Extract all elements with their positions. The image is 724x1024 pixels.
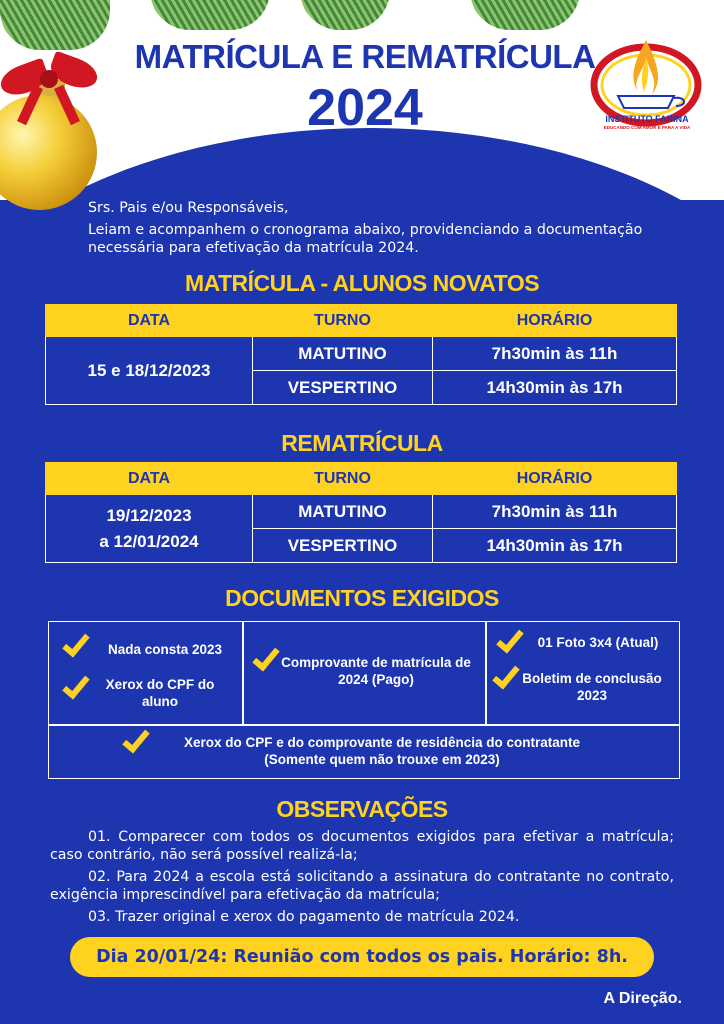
col-header-horario: HORÁRIO [433, 305, 677, 337]
horario-cell: 7h30min às 11h [433, 495, 677, 529]
matricula-table [45, 304, 677, 405]
doc-nada-consta: Nada consta 2023 [107, 642, 223, 657]
documents-box [48, 621, 680, 779]
check-icon [62, 629, 89, 658]
check-icon [252, 643, 279, 672]
date-cell [46, 495, 253, 563]
doc-comprovante: Comprovante de matrícula de 2024 (Pago) [281, 655, 471, 687]
table-row [46, 495, 677, 529]
horario-cell: 14h30min às 17h [433, 371, 677, 405]
divider [49, 724, 679, 726]
observation-item: 02. Para 2024 a escola está solicitando a assinatura do contratante no contrato, exigência imprescindível para efetivação da matrícula; [50, 869, 674, 903]
section-title-observacoes: OBSERVAÇÕES [276, 796, 448, 822]
intro-text [50, 199, 680, 257]
col-header-data: DATA [46, 305, 253, 337]
meeting-banner: Dia 20/01/24: Reunião com todos os pais. Horário: 8h. [70, 937, 654, 977]
turno-cell: MATUTINO [253, 337, 433, 371]
turno-cell: MATUTINO [253, 495, 433, 529]
section-title-matricula: MATRÍCULA - ALUNOS NOVATOS [184, 270, 540, 296]
divider [485, 622, 487, 724]
page-title: MATRÍCULA E REMATRÍCULA [134, 38, 596, 75]
logo-name: INSTITUTO FARINA [605, 114, 689, 124]
section-title-documentos: DOCUMENTOS EXIGIDOS [225, 585, 499, 611]
rematricula-table [45, 462, 677, 563]
col-header-horario: HORÁRIO [433, 463, 677, 495]
observation-item: 01. Comparecer com todos os documentos exigidos para efetivar a matrícula; caso contrário, não será possível realizá-la; [50, 829, 674, 863]
observations-list [50, 828, 674, 930]
ribbon-knot [40, 70, 58, 88]
doc-line: (Somente quem não trouxe em 2023) [264, 752, 500, 767]
col-header-turno: TURNO [253, 305, 433, 337]
check-icon [496, 625, 523, 654]
col-header-data: DATA [46, 463, 253, 495]
date-cell: 15 e 18/12/2023 [46, 337, 253, 405]
doc-boletim: Boletim de conclusão 2023 [522, 671, 662, 703]
date-line: a 12/01/2024 [99, 531, 199, 551]
date-line: 19/12/2023 [106, 505, 192, 525]
doc-cpf-aluno: Xerox do CPF do aluno [105, 677, 215, 709]
col-header-turno: TURNO [253, 463, 433, 495]
turno-cell: VESPERTINO [253, 529, 433, 563]
section-title-rematricula: REMATRÍCULA [281, 430, 443, 456]
table-row [46, 337, 677, 371]
page-title-year: 2024 [307, 79, 423, 137]
check-icon [492, 661, 519, 690]
check-icon [122, 725, 149, 754]
observation-item: 03. Trazer original e xerox do pagamento de matrícula 2024. [88, 909, 520, 925]
horario-cell: 14h30min às 17h [433, 529, 677, 563]
greeting: Srs. Pais e/ou Responsáveis, [88, 200, 289, 216]
horario-cell: 7h30min às 11h [433, 337, 677, 371]
check-icon [62, 671, 89, 700]
doc-line: Xerox do CPF e do comprovante de residência do contratante [183, 735, 581, 750]
logo-tagline: EDUCANDO COM AMOR E PARA A VIDA [603, 125, 691, 130]
turno-cell: VESPERTINO [253, 371, 433, 405]
doc-foto: 01 Foto 3x4 (Atual) [537, 635, 659, 650]
signature: A Direção. [603, 990, 682, 1007]
doc-cpf-contratante [147, 734, 617, 768]
intro-body: Leiam e acompanhem o cronograma abaixo, providenciando a documentação necessária para efetivação da matrícula 2024. [88, 222, 643, 256]
divider [242, 622, 244, 724]
